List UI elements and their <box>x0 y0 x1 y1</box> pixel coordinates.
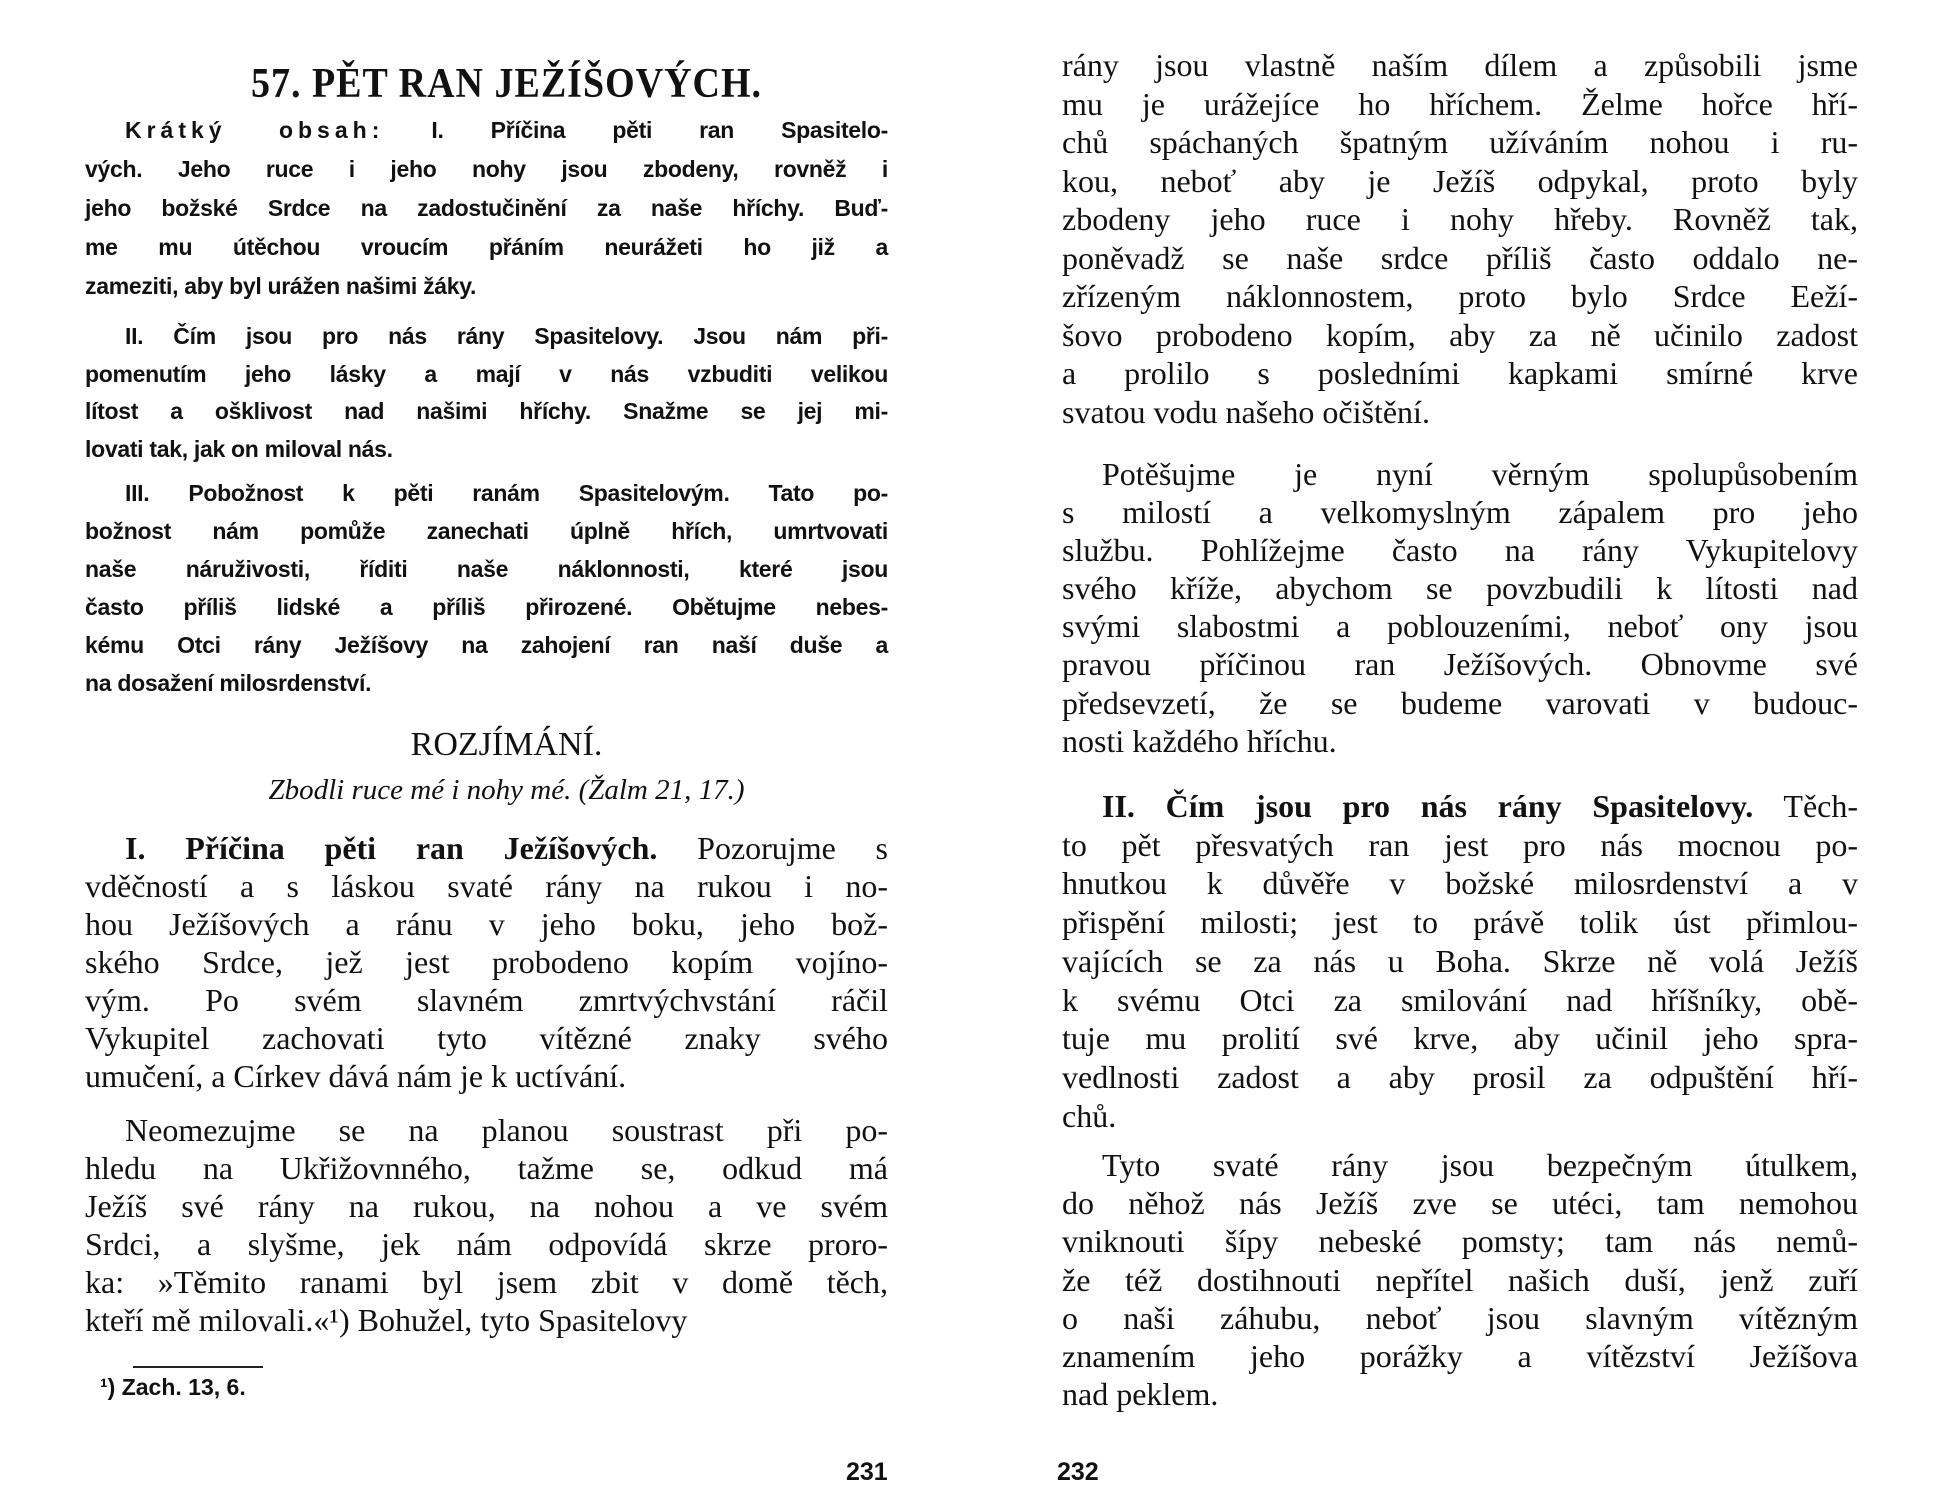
text-line <box>1062 981 1858 1020</box>
meditation-heading-text: ROZJÍMÁNÍ. <box>410 726 603 763</box>
line-text: vedlnosti zadost a aby prosil za odpuštění hří- <box>1062 1058 1858 1095</box>
text-line <box>1062 864 1858 903</box>
text-line <box>1062 162 1858 201</box>
line-text: Ježíš své rány na rukou, na nohou a ve svém <box>85 1188 888 1224</box>
line-text: vniknouti šípy nebeské pomsty; tam nás nemů- <box>1062 1223 1858 1260</box>
text-line <box>1062 354 1858 393</box>
line-text: předsevzetí, že se budeme varovati v budouc- <box>1062 684 1858 721</box>
line-text: Jsou nám při- <box>663 323 888 349</box>
line-text: Potěšujme je nyní věrným spolupůsobením <box>1102 456 1858 492</box>
line-text: hledu na Ukřižovnného, tažme se, odkud má <box>85 1150 888 1186</box>
text-line <box>1062 316 1858 355</box>
summary-paragraph-3 <box>85 474 888 702</box>
bold-lead-text: III. Pobožnost k pěti ranám Spasitelovým. <box>125 480 730 506</box>
text-line <box>1062 1299 1858 1337</box>
text-line <box>1062 645 1858 683</box>
line-text: ka: »Těmito ranami byl jsem zbit v domě těch, <box>85 1264 888 1300</box>
text-line <box>85 512 888 550</box>
body-paragraph-continued <box>1062 46 1858 431</box>
line-text: jeho božské Srdce na zadostučinění za naše hříchy. Buď- <box>85 195 888 221</box>
body-paragraph-3 <box>1062 787 1858 1135</box>
line-text: na dosažení milosrdenství. <box>85 670 372 696</box>
footnote: ¹) Zach. 13, 6. <box>100 1374 246 1400</box>
text-line <box>1062 123 1858 162</box>
text-line <box>1062 1019 1858 1058</box>
line-text: zameziti, aby byl urážen našimi žáky. <box>85 273 477 299</box>
line-text: do něhož nás Ježíš zve se utéci, tam nemohou <box>1062 1185 1858 1222</box>
text-line <box>85 829 888 867</box>
text-line <box>85 150 888 189</box>
text-line <box>1062 85 1858 124</box>
line-text: kou, neboť aby je Ježíš odpykal, proto byly <box>1062 162 1858 199</box>
body-paragraph-2 <box>85 1111 888 1339</box>
text-line <box>1062 942 1858 981</box>
text-line <box>85 664 888 702</box>
line-text: Pozorujme s <box>657 830 889 866</box>
chapter-title-text: 57. PĚT RAN JEŽÍŠOVÝCH. <box>250 60 763 108</box>
text-line <box>1062 1146 1858 1184</box>
text-line <box>1062 1222 1858 1260</box>
text-line <box>1062 1375 1858 1413</box>
text-line <box>85 431 888 469</box>
text-line <box>85 1301 888 1339</box>
line-text: lítost a ošklivost nad našimi hříchy. Snažme se jej mi- <box>85 398 888 424</box>
line-text: vých. Jeho ruce i jeho nohy jsou zbodeny, rovněž i <box>85 156 888 182</box>
line-text: Spasitelo- <box>734 117 888 143</box>
line-text: zřízeným náklonnostem, proto bylo Srdce Eeží- <box>1062 278 1858 314</box>
summary-paragraph-2 <box>85 318 888 468</box>
text-line <box>1062 531 1858 569</box>
text-line <box>1062 826 1858 865</box>
summary-paragraph-1 <box>85 111 888 306</box>
text-line <box>85 393 888 431</box>
line-text: svého kříže, abychom se povzbudili k lítosti nad <box>1062 570 1858 607</box>
line-text: poněvadž se naše srdce příliš často oddalo ne- <box>1062 239 1858 276</box>
text-line <box>1062 455 1858 493</box>
text-line <box>85 943 888 981</box>
text-line <box>1062 1058 1858 1097</box>
text-line <box>1062 569 1858 607</box>
line-text: Těch- <box>1753 788 1859 824</box>
line-text: vým. Po svém slavném zmrtvýchvstání ráčil <box>85 982 888 1018</box>
line-text: chů spáchaných špatným užíváním nohou i ru- <box>1062 124 1858 160</box>
body-paragraph-1 <box>85 829 888 1095</box>
bold-lead-text: I. Příčina pěti ran Ježíšových. <box>125 830 658 866</box>
text-line <box>85 626 888 664</box>
text-line <box>85 550 888 588</box>
text-line <box>1062 787 1858 826</box>
line-text: Neomezujme se na planou soustrast při po- <box>125 1112 888 1148</box>
meditation-heading <box>0 726 973 764</box>
line-text: božnost nám pomůže zanechati úplně hřích, umrtvovati <box>85 518 888 544</box>
text-line <box>85 111 888 150</box>
line-text: Tato po- <box>729 480 888 506</box>
line-text: lovati tak, jak on miloval nás. <box>85 435 393 462</box>
text-line <box>1062 1337 1858 1375</box>
line-text: k svému Otci za smilování nad hříšníky, obě- <box>1062 981 1858 1018</box>
text-line <box>1062 239 1858 278</box>
text-line <box>1062 1184 1858 1222</box>
text-line <box>85 318 888 356</box>
text-line <box>1062 200 1858 239</box>
line-text: přispění milosti; jest to právě tolik úst přimlou- <box>1062 904 1858 941</box>
text-line <box>1062 46 1858 85</box>
text-line <box>85 1057 888 1095</box>
line-text: chů. <box>1062 1097 1117 1134</box>
line-text: svými slabostmi a poblouzeními, neboť ony jsou <box>1062 608 1858 645</box>
line-text: Srdci, a slyšme, jek nám odpovídá skrze proro- <box>85 1226 888 1262</box>
spaced-label: Krátký obsah: <box>125 117 385 143</box>
line-text: kému Otci rány Ježíšovy na zahojení ran naší duše a <box>85 632 888 658</box>
bold-lead-text: II. Čím jsou pro nás rány Spasitelovy. <box>125 323 664 349</box>
bold-lead-text: I. Příčina pěti ran <box>384 117 735 143</box>
right-page <box>973 0 1946 1500</box>
line-text: ského Srdce, jež jest probodeno kopím vojíno- <box>85 944 888 980</box>
text-line <box>85 588 888 626</box>
text-line <box>85 474 888 512</box>
line-text: často příliš lidské a příliš přirozené. Obětujme nebes- <box>85 594 888 620</box>
text-line <box>85 1019 888 1057</box>
text-line <box>1062 722 1858 760</box>
line-text: svatou vodu našeho očištění. <box>1062 393 1430 430</box>
page-number: 231 <box>846 1458 888 1486</box>
scripture-quote <box>0 774 973 807</box>
line-text: vděčností a s láskou svaté rány na rukou i no- <box>85 868 888 904</box>
text-line <box>85 867 888 905</box>
text-line <box>1062 277 1858 316</box>
line-text: hnutkou k důvěře v božské milosrdenství a v <box>1062 865 1858 902</box>
text-line <box>85 1149 888 1187</box>
body-paragraph-2 <box>1062 455 1858 760</box>
line-text: s milostí a velkomyslným zápalem pro jeho <box>1062 494 1858 531</box>
text-line <box>1062 393 1858 432</box>
line-text: o naši záhubu, neboť jsou slavným vítězným <box>1062 1299 1858 1336</box>
text-line <box>1062 903 1858 942</box>
text-line <box>1062 1261 1858 1299</box>
chapter-title <box>0 62 973 106</box>
line-text: mu je urážejíce ho hříchem. Želme hořce hří- <box>1062 85 1858 122</box>
text-line <box>85 1263 888 1301</box>
text-line <box>85 981 888 1019</box>
line-text: naše náruživosti, říditi naše náklonnosti, které jsou <box>85 556 888 582</box>
line-text: šovo probodeno kopím, aby za ně učinilo zadost <box>1062 316 1858 353</box>
text-line <box>85 189 888 228</box>
line-text: zbodeny jeho ruce i nohy hřeby. Rovněž tak, <box>1062 201 1858 237</box>
line-text: a prolilo s posledními kapkami smírné krve <box>1062 355 1858 391</box>
line-text: hou Ježíšových a ránu v jeho boku, jeho bož- <box>85 906 888 942</box>
line-text: nad peklem. <box>1062 1376 1219 1413</box>
body-paragraph-4 <box>1062 1146 1858 1413</box>
text-line <box>85 267 888 306</box>
line-text: rány jsou vlastně naším dílem a způsobili jsme <box>1062 47 1858 83</box>
line-text: to pět přesvatých ran jest pro nás mocnou po- <box>1062 826 1858 863</box>
line-text: pomenutím jeho lásky a mají v nás vzbuditi velikou <box>85 360 888 387</box>
page-number: 232 <box>1057 1458 1099 1486</box>
line-text: vajících se za nás u Boha. Skrze ně volá Ježíš <box>1062 942 1858 979</box>
text-line <box>85 905 888 943</box>
line-text: kteří mě milovali.«¹) Bohužel, tyto Spasitelovy <box>85 1302 688 1338</box>
footnote-rule <box>133 1366 263 1368</box>
line-text: umučení, a Církev dává nám je k uctívání. <box>85 1058 627 1094</box>
line-text: tuje mu prolití své krve, aby učinil jeho spra- <box>1062 1020 1858 1057</box>
line-text: znamením jeho porážky a vítězství Ježíšova <box>1062 1338 1858 1375</box>
text-line <box>85 1187 888 1225</box>
text-line <box>1062 493 1858 531</box>
line-text: Tyto svaté rány jsou bezpečným útulkem, <box>1102 1147 1858 1183</box>
text-line <box>1062 607 1858 645</box>
scripture-quote-text: Zbodli ruce mé i nohy mé. (Žalm 21, 17.) <box>268 774 745 806</box>
text-line <box>85 1225 888 1263</box>
text-line <box>1062 1097 1858 1136</box>
text-line <box>85 356 888 394</box>
line-text: Vykupitel zachovati tyto vítězné znaky svého <box>85 1020 888 1056</box>
line-text: službu. Pohlížejme často na rány Vykupitelovy <box>1062 532 1858 569</box>
line-text: me mu útěchou vroucím přáním neurážeti ho již a <box>85 234 888 260</box>
line-text: nosti každého hříchu. <box>1062 722 1337 759</box>
text-line <box>85 228 888 267</box>
line-text: že též dostihnouti nepřítel našich duší, jenž zuří <box>1062 1261 1858 1298</box>
bold-lead-text: II. Čím jsou pro nás rány Spasitelovy. <box>1102 788 1754 824</box>
line-text: pravou příčinou ran Ježíšových. Obnovme své <box>1062 646 1858 683</box>
text-line <box>85 1111 888 1149</box>
text-line <box>1062 684 1858 722</box>
